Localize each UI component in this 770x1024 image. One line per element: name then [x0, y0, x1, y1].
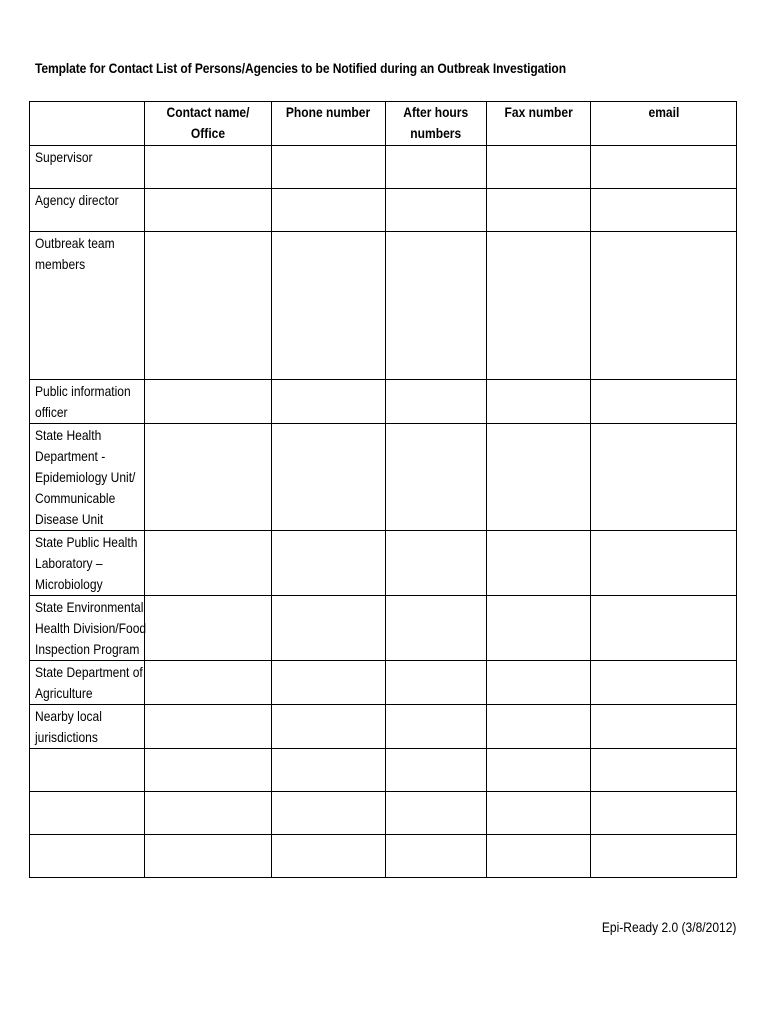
header-cell-fax-number: Fax number — [487, 102, 591, 146]
row-label-cell: Outbreak team members — [30, 232, 145, 380]
contact-name-cell[interactable] — [145, 146, 272, 189]
table-row — [30, 531, 737, 596]
contact-name-cell[interactable] — [145, 232, 272, 380]
fax-number-cell[interactable] — [487, 232, 591, 380]
row-label-cell[interactable] — [30, 749, 145, 792]
header-cell-after-hours: After hours numbers — [386, 102, 487, 146]
after-hours-cell[interactable] — [386, 531, 487, 596]
after-hours-cell[interactable] — [386, 749, 487, 792]
after-hours-cell[interactable] — [386, 792, 487, 835]
contact-name-cell[interactable] — [145, 531, 272, 596]
header-cell-phone-number: Phone number — [272, 102, 386, 146]
table-row — [30, 380, 737, 424]
row-label-cell: Agency director — [30, 189, 145, 232]
phone-number-cell[interactable] — [272, 596, 386, 661]
table-header-row — [30, 102, 737, 146]
phone-number-cell[interactable] — [272, 146, 386, 189]
fax-number-cell[interactable] — [487, 596, 591, 661]
email-cell[interactable] — [591, 792, 737, 835]
contact-list-table — [29, 101, 737, 878]
header-cell-contact-name: Contact name/ Office — [145, 102, 272, 146]
version-footer: Epi-Ready 2.0 (3/8/2012) — [601, 919, 736, 935]
after-hours-cell[interactable] — [386, 835, 487, 878]
contact-name-cell[interactable] — [145, 705, 272, 749]
phone-number-cell[interactable] — [272, 424, 386, 531]
fax-number-cell[interactable] — [487, 749, 591, 792]
email-cell[interactable] — [591, 705, 737, 749]
table-row — [30, 835, 737, 878]
phone-number-cell[interactable] — [272, 380, 386, 424]
phone-number-cell[interactable] — [272, 189, 386, 232]
after-hours-cell[interactable] — [386, 232, 487, 380]
contact-name-cell[interactable] — [145, 792, 272, 835]
after-hours-cell[interactable] — [386, 189, 487, 232]
contact-name-cell[interactable] — [145, 424, 272, 531]
row-label-cell: State Department of Agriculture — [30, 661, 145, 705]
after-hours-cell[interactable] — [386, 424, 487, 531]
after-hours-cell[interactable] — [386, 705, 487, 749]
phone-number-cell[interactable] — [272, 792, 386, 835]
fax-number-cell[interactable] — [487, 792, 591, 835]
after-hours-cell[interactable] — [386, 146, 487, 189]
phone-number-cell[interactable] — [272, 749, 386, 792]
email-cell[interactable] — [591, 749, 737, 792]
row-label-cell: Public information officer — [30, 380, 145, 424]
header-cell-email: email — [591, 102, 737, 146]
phone-number-cell[interactable] — [272, 705, 386, 749]
email-cell[interactable] — [591, 424, 737, 531]
fax-number-cell[interactable] — [487, 424, 591, 531]
header-cell-label-column — [30, 102, 145, 146]
email-cell[interactable] — [591, 596, 737, 661]
phone-number-cell[interactable] — [272, 835, 386, 878]
table-row — [30, 424, 737, 531]
row-label-cell: State Environmental Health Division/Food Inspection Program — [30, 596, 145, 661]
row-label-cell: State Public Health Laboratory – Microbiology — [30, 531, 145, 596]
fax-number-cell[interactable] — [487, 661, 591, 705]
email-cell[interactable] — [591, 661, 737, 705]
table-row — [30, 596, 737, 661]
table-row — [30, 661, 737, 705]
fax-number-cell[interactable] — [487, 705, 591, 749]
table-row — [30, 232, 737, 380]
email-cell[interactable] — [591, 380, 737, 424]
contact-name-cell[interactable] — [145, 189, 272, 232]
after-hours-cell[interactable] — [386, 596, 487, 661]
email-cell[interactable] — [591, 146, 737, 189]
email-cell[interactable] — [591, 232, 737, 380]
contact-name-cell[interactable] — [145, 661, 272, 705]
after-hours-cell[interactable] — [386, 661, 487, 705]
table-row — [30, 146, 737, 189]
row-label-cell: State Health Department - Epidemiology Unit/ Communicable Disease Unit — [30, 424, 145, 531]
table-row — [30, 792, 737, 835]
contact-name-cell[interactable] — [145, 749, 272, 792]
contact-name-cell[interactable] — [145, 596, 272, 661]
row-label-cell: Nearby local jurisdictions — [30, 705, 145, 749]
table-row — [30, 749, 737, 792]
contact-name-cell[interactable] — [145, 380, 272, 424]
fax-number-cell[interactable] — [487, 835, 591, 878]
table-row — [30, 705, 737, 749]
fax-number-cell[interactable] — [487, 380, 591, 424]
row-label-cell: Supervisor — [30, 146, 145, 189]
after-hours-cell[interactable] — [386, 380, 487, 424]
email-cell[interactable] — [591, 835, 737, 878]
table-row — [30, 189, 737, 232]
fax-number-cell[interactable] — [487, 189, 591, 232]
phone-number-cell[interactable] — [272, 531, 386, 596]
email-cell[interactable] — [591, 189, 737, 232]
contact-name-cell[interactable] — [145, 835, 272, 878]
row-label-cell[interactable] — [30, 835, 145, 878]
fax-number-cell[interactable] — [487, 531, 591, 596]
fax-number-cell[interactable] — [487, 146, 591, 189]
email-cell[interactable] — [591, 531, 737, 596]
page-title: Template for Contact List of Persons/Agencies to be Notified during an Outbreak Investigation — [35, 60, 566, 76]
phone-number-cell[interactable] — [272, 232, 386, 380]
row-label-cell[interactable] — [30, 792, 145, 835]
phone-number-cell[interactable] — [272, 661, 386, 705]
